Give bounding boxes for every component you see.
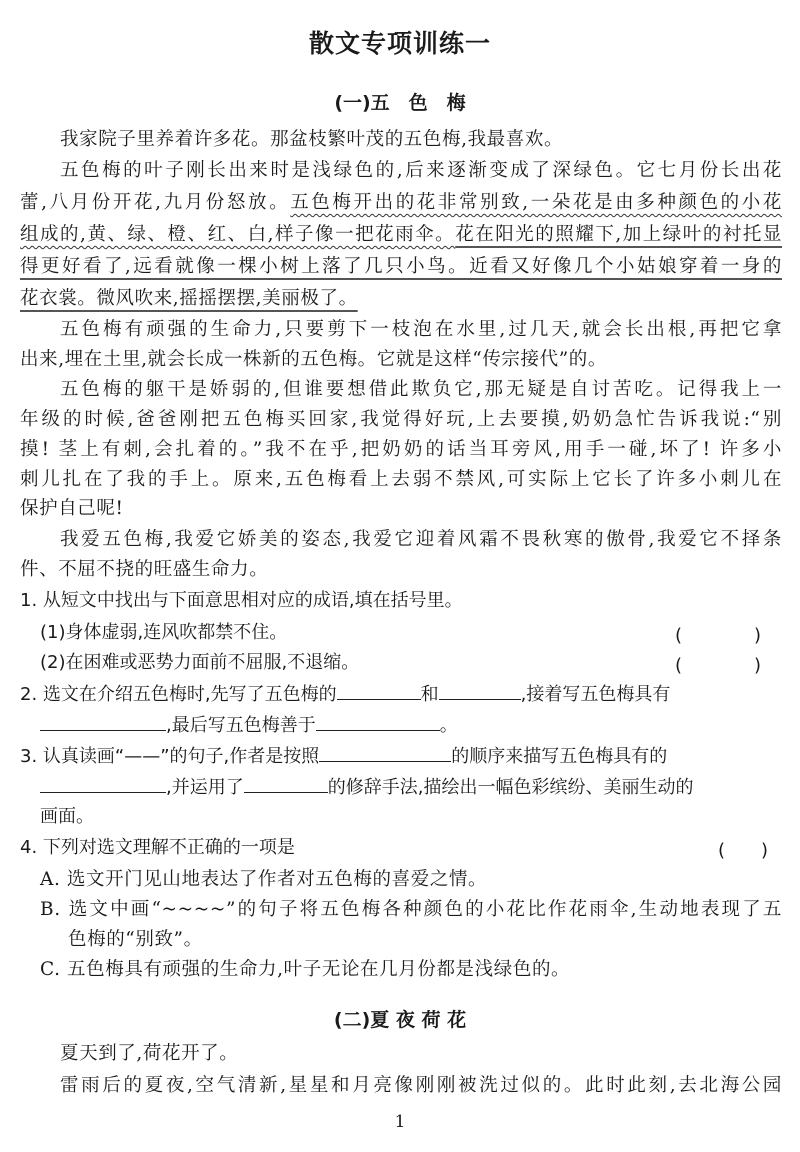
- wavy-underlined-sentence: 组成的,黄、绿、橙、红、白,样子像一把花雨伞。: [20, 224, 456, 245]
- question-3-line-3: 画面。: [40, 806, 94, 827]
- question-4-stem: 4. 下列对选文理解不正确的一项是: [20, 837, 295, 858]
- q2-blank-3[interactable]: [40, 710, 166, 731]
- q2-text: 2. 选文在介绍五色梅时,先写了五色梅的: [20, 684, 337, 705]
- q2-blank-1[interactable]: [337, 679, 421, 700]
- section1-heading: (一)五 色 梅: [334, 92, 466, 114]
- option-b-line-2[interactable]: 色梅的“别致”。: [68, 929, 203, 950]
- q3-text: ,并运用了: [166, 777, 244, 798]
- paragraph-4-line-5: 保护自己呢!: [20, 498, 124, 519]
- answer-paren-1-2[interactable]: ( ): [675, 655, 762, 676]
- q2-text: 和: [420, 684, 439, 705]
- plain-text: 蕾,八月份开花,九月份怒放。: [20, 192, 291, 213]
- paragraph-1: 我家院子里养着许多花。那盆枝繁叶茂的五色梅,我最喜欢。: [60, 129, 564, 150]
- section2-heading: (二)夏 夜 荷 花: [333, 1009, 467, 1031]
- page-title: 散文专项训练一: [308, 29, 491, 58]
- option-c[interactable]: C. 五色梅具有顽强的生命力,叶子无论在几月份都是浅绿色的。: [40, 959, 571, 980]
- question-1-item-2: (2)在困难或恶势力面前不屈服,不退缩。: [40, 652, 360, 673]
- section2-paragraph-1: 夏天到了,荷花开了。: [60, 1043, 239, 1064]
- q3-blank-3[interactable]: [244, 772, 328, 793]
- page-number: 1: [394, 1112, 406, 1132]
- paragraph-2-line-1: 五色梅的叶子刚长出来时是浅绿色的,后来逐渐变成了深绿色。它七月份长出花: [60, 160, 782, 181]
- question-2-line-2: [40, 710, 782, 740]
- question-2-line-1: [20, 679, 782, 709]
- option-a[interactable]: A. 选文开门见山地表达了作者对五色梅的喜爱之情。: [40, 869, 488, 890]
- paragraph-2-line-2: [20, 188, 782, 218]
- paragraph-4-line-1: 五色梅的躯干是娇弱的,但谁要想借此欺负它,那无疑是自讨苦吃。记得我上一: [60, 379, 782, 400]
- paragraph-5-line-2: 件、不屈不挠的旺盛生命力。: [20, 559, 269, 580]
- question-3-line-1: [20, 741, 782, 771]
- straight-underlined-sentence: 花在阳光的照耀下,加上绿叶的衬托显: [455, 224, 782, 245]
- q2-text: 。: [439, 715, 458, 736]
- question-3-line-2: [40, 772, 782, 802]
- straight-underlined-sentence: 得更好看了,远看就像一棵小树上落了几只小鸟。近看又好像几个小姑娘穿着一身的: [20, 256, 782, 277]
- q3-blank-1[interactable]: [319, 741, 451, 762]
- paragraph-4-line-2: 年级的时候,爸爸刚把五色梅买回家,我觉得好玩,上去要摸,奶奶急忙告诉我说:“别: [20, 409, 782, 430]
- paragraph-2-line-5: [20, 284, 782, 314]
- paragraph-2-line-4: [20, 252, 782, 282]
- q3-text: 的顺序来描写五色梅具有的: [451, 746, 668, 767]
- q2-text: ,接着写五色梅具有: [520, 684, 671, 705]
- paragraph-3-line-2: 出来,埋在土里,就会长成一株新的五色梅。它就是这样“传宗接代”的。: [20, 349, 607, 370]
- q3-blank-2[interactable]: [40, 772, 166, 793]
- q2-blank-4[interactable]: [316, 710, 440, 731]
- answer-paren-1-1[interactable]: ( ): [675, 625, 762, 646]
- paragraph-5-line-1: 我爱五色梅,我爱它娇美的姿态,我爱它迎着风霜不畏秋寒的傲骨,我爱它不择条: [60, 529, 782, 550]
- paragraph-2-line-3: [20, 220, 782, 250]
- option-b-line-1[interactable]: B. 选文中画“~~~~”的句子将五色梅各种颜色的小花比作花雨伞,生动地表现了五: [40, 899, 782, 920]
- wavy-underlined-sentence: 五色梅开出的花非常别致,一朵花是由多种颜色的小花: [290, 192, 782, 213]
- question-1-stem: 1. 从短文中找出与下面意思相对应的成语,填在括号里。: [20, 590, 463, 611]
- paragraph-4-line-3: 摸! 茎上有刺,会扎着的。”我不在乎,把奶奶的话当耳旁风,用手一碰,坏了! 许多小: [20, 439, 782, 460]
- answer-paren-4[interactable]: ( ): [718, 840, 769, 861]
- paragraph-4-line-4: 刺儿扎在了我的手上。原来,五色梅看上去弱不禁风,可实际上它长了许多小刺儿在: [20, 469, 782, 490]
- section2-paragraph-2: 雷雨后的夏夜,空气清新,星星和月亮像刚刚被洗过似的。此时此刻,去北海公园: [60, 1075, 782, 1096]
- q2-blank-2[interactable]: [439, 679, 521, 700]
- q2-text: ,最后写五色梅善于: [166, 715, 316, 736]
- straight-underlined-sentence: 花衣裳。微风吹来,摇摇摆摆,美丽极了。: [20, 288, 358, 309]
- paragraph-3-line-1: 五色梅有顽强的生命力,只要剪下一枝泡在水里,过几天,就会长出根,再把它拿: [60, 319, 782, 340]
- q3-text: 3. 认真读画“——”的句子,作者是按照: [20, 746, 320, 767]
- question-1-item-1: (1)身体虚弱,连风吹都禁不住。: [40, 622, 288, 643]
- q3-text: 的修辞手法,描绘出一幅色彩缤纷、美丽生动的: [327, 777, 694, 798]
